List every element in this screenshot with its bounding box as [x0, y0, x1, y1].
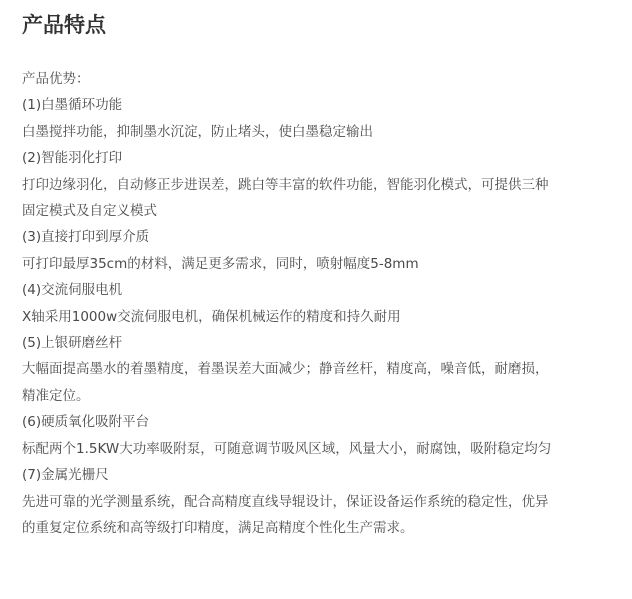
feature-description: 先进可靠的光学测量系统，配合高精度直线导辊设计，保证设备运作系统的稳定性，优异: [22, 493, 549, 510]
feature-heading: (4)交流伺服电机: [22, 282, 123, 299]
feature-description: 标配两个1.5KW大功率吸附泵，可随意调节吸风区域，风量大小，耐腐蚀，吸附稳定均匀: [22, 440, 552, 457]
feature-description: 的重复定位系统和高等级打印精度，满足高精度个性化生产需求。: [22, 519, 414, 536]
feature-1: [22, 92, 614, 145]
page-title: 产品特点: [22, 13, 106, 37]
feature-description: 固定模式及自定义模式: [22, 203, 157, 220]
feature-7: [22, 462, 614, 541]
feature-2: [22, 145, 614, 224]
feature-description: 大幅面提高墨水的着墨精度，着墨误差大面减少；静音丝杆，精度高，噪音低，耐磨损，: [22, 361, 549, 378]
feature-description: 打印边缘羽化，自动修正步进误差，跳白等丰富的软件功能，智能羽化模式，可提供三种: [22, 176, 549, 193]
feature-description: X轴采用1000w交流伺服电机，确保机械运作的精度和持久耐用: [22, 308, 401, 325]
feature-5: [22, 330, 614, 409]
feature-description: 白墨搅拌功能，抑制墨水沉淀，防止堵头，使白墨稳定输出: [22, 123, 373, 140]
feature-heading: (1)白墨循环功能: [22, 97, 123, 114]
feature-4: [22, 277, 614, 330]
feature-heading: (3)直接打印到厚介质: [22, 229, 150, 246]
feature-description: 精准定位。: [22, 387, 90, 404]
feature-heading: (2)智能羽化打印: [22, 150, 123, 167]
feature-heading: (5)上银研磨丝杆: [22, 335, 123, 352]
feature-3: [22, 224, 614, 277]
feature-6: [22, 409, 614, 462]
feature-heading: (7)金属光栅尺: [22, 467, 109, 484]
feature-description: 可打印最厚35cm的材料，满足更多需求，同时，喷射幅度5-8mm: [22, 255, 419, 272]
feature-content: [22, 66, 614, 541]
intro-text: 产品优势：: [22, 71, 90, 87]
feature-heading: (6)硬质氧化吸附平台: [22, 414, 150, 431]
